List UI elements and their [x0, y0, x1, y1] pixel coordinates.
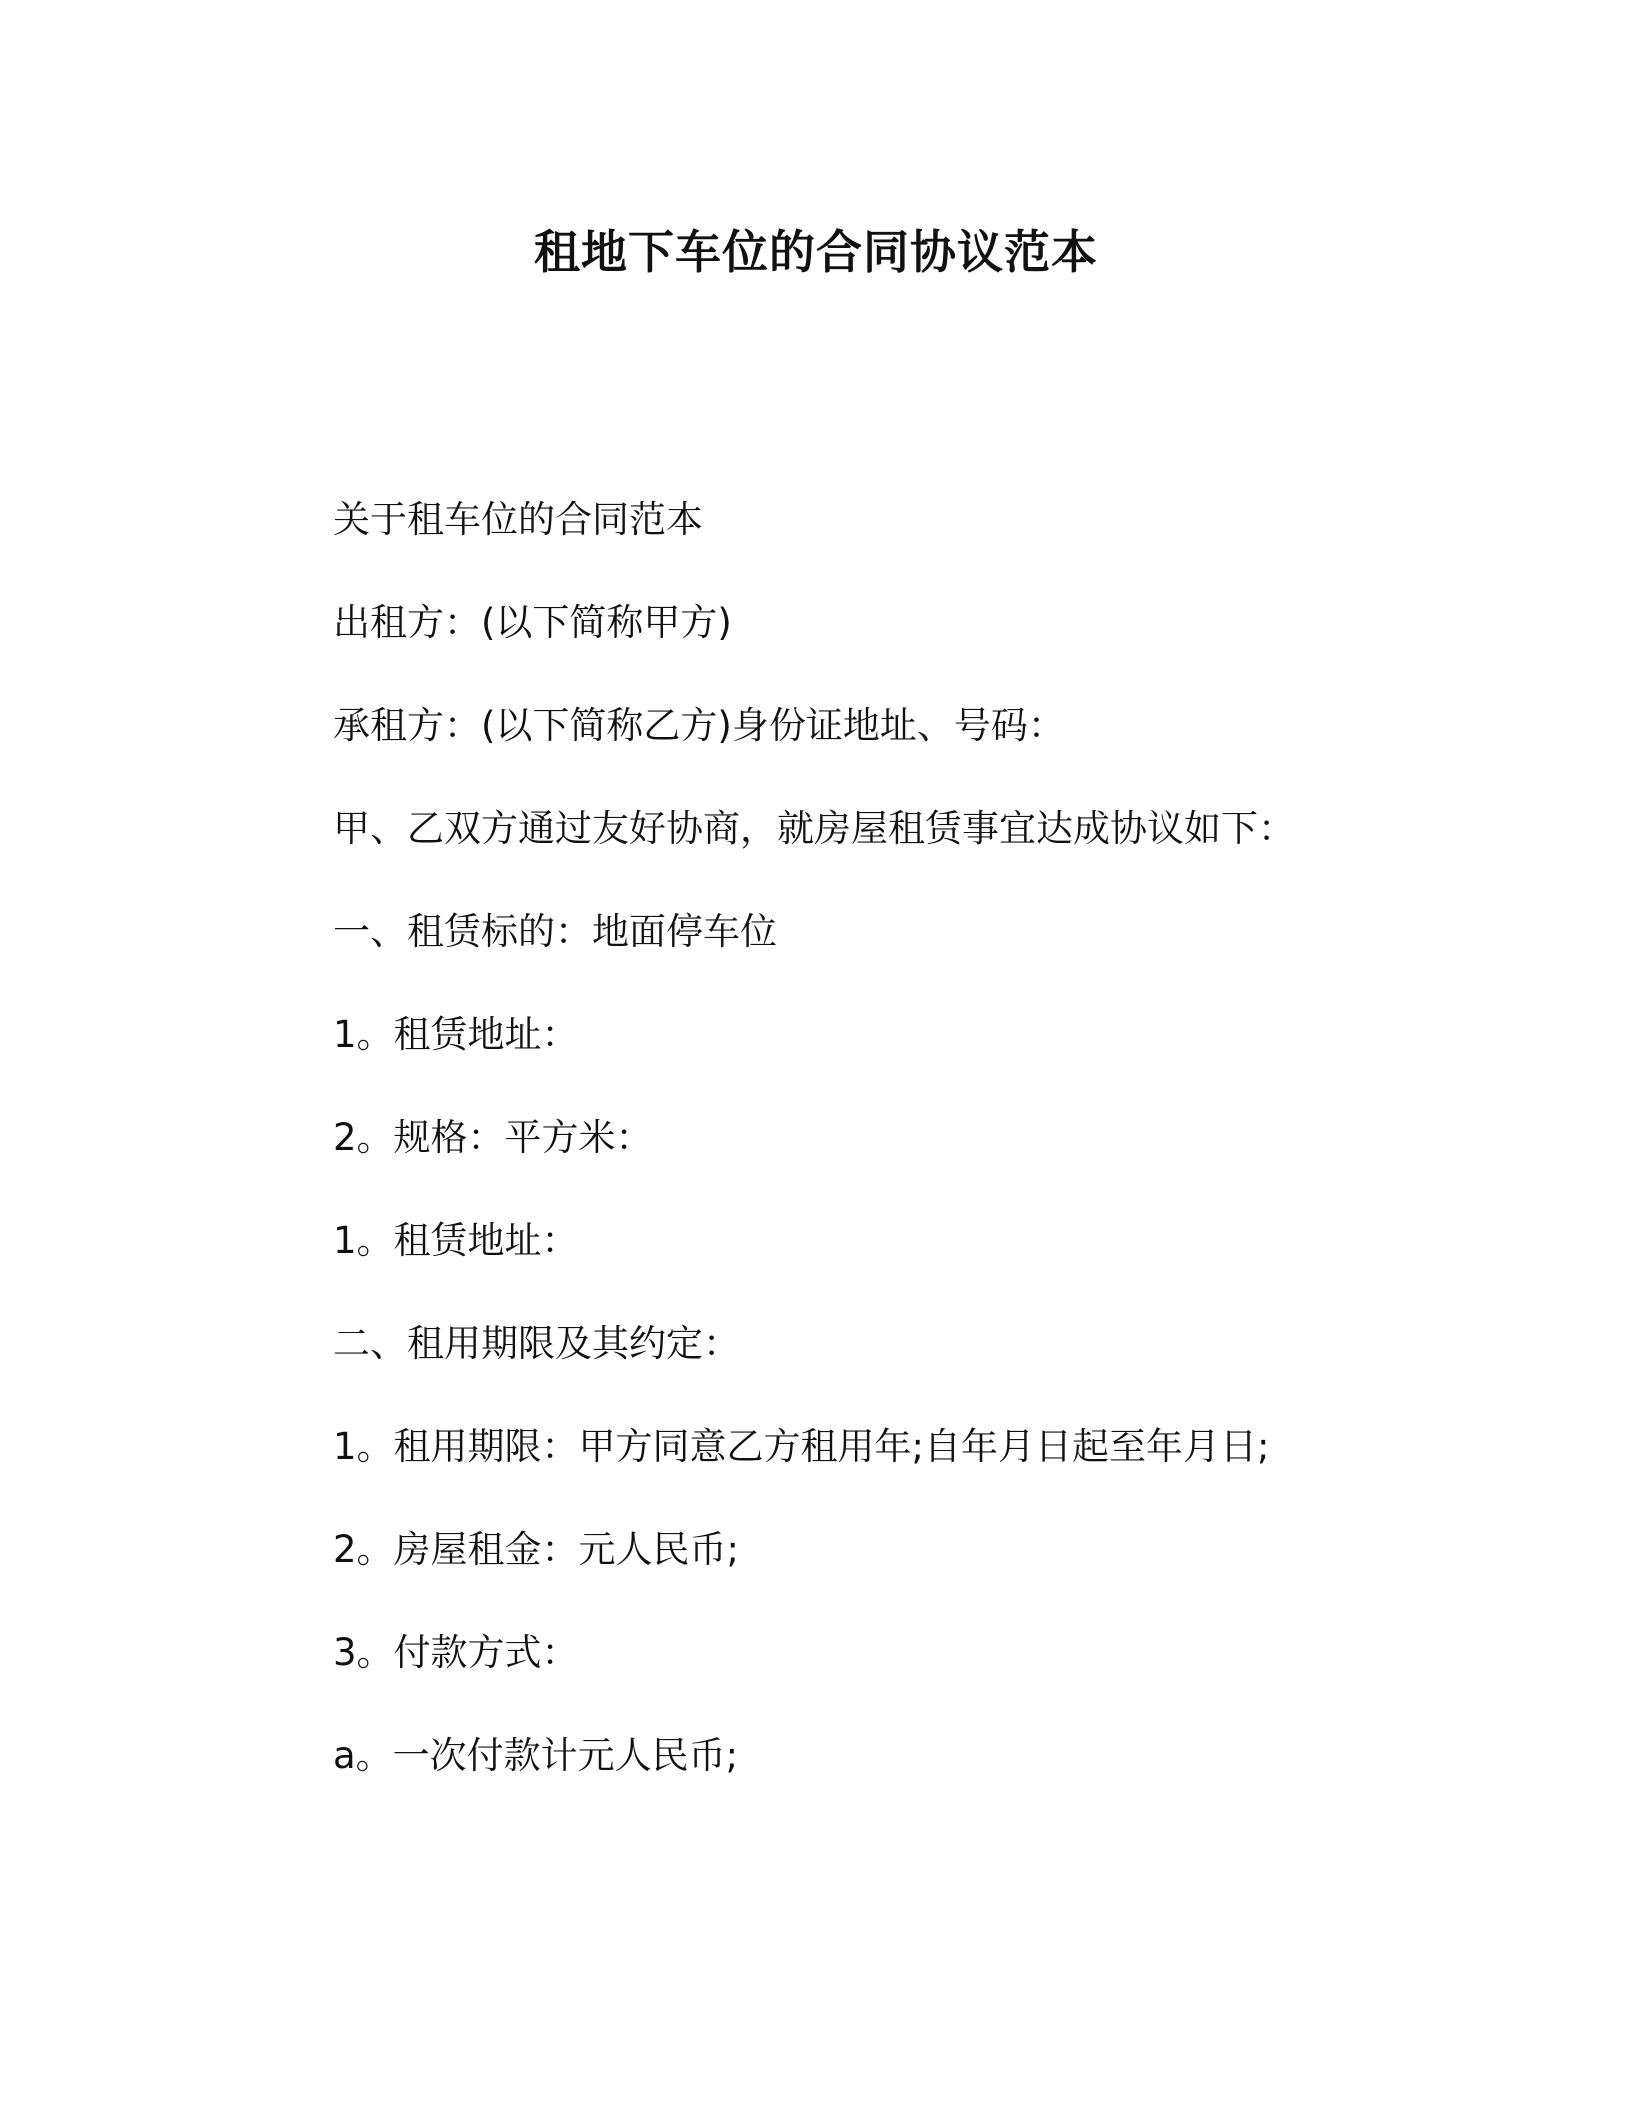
- list-item: 2。规格：平方米：: [333, 1116, 653, 1159]
- paragraph-lessor: 出租方：(以下简称甲方): [333, 601, 732, 644]
- paragraph-lessee: 承租方：(以下简称乙方)身份证地址、号码：: [333, 704, 1065, 747]
- paragraph-intro: 关于租车位的合同范本: [333, 498, 703, 541]
- list-item: a。一次付款计元人民币;: [333, 1734, 739, 1777]
- list-item: 1。租赁地址：: [333, 1219, 579, 1262]
- list-item: 3。付款方式：: [333, 1631, 579, 1674]
- document-title: 租地下车位的合同协议范本: [534, 225, 1098, 279]
- section-heading-1: 一、租赁标的：地面停车位: [333, 910, 777, 953]
- list-item: 1。租赁地址：: [333, 1013, 579, 1056]
- section-heading-2: 二、租用期限及其约定：: [333, 1322, 740, 1365]
- list-item: 1。租用期限：甲方同意乙方租用年;自年月日起至年月日;: [333, 1425, 1270, 1468]
- paragraph-agreement: 甲、乙双方通过友好协商，就房屋租赁事宜达成协议如下：: [333, 807, 1295, 850]
- list-item: 2。房屋租金：元人民币;: [333, 1528, 740, 1571]
